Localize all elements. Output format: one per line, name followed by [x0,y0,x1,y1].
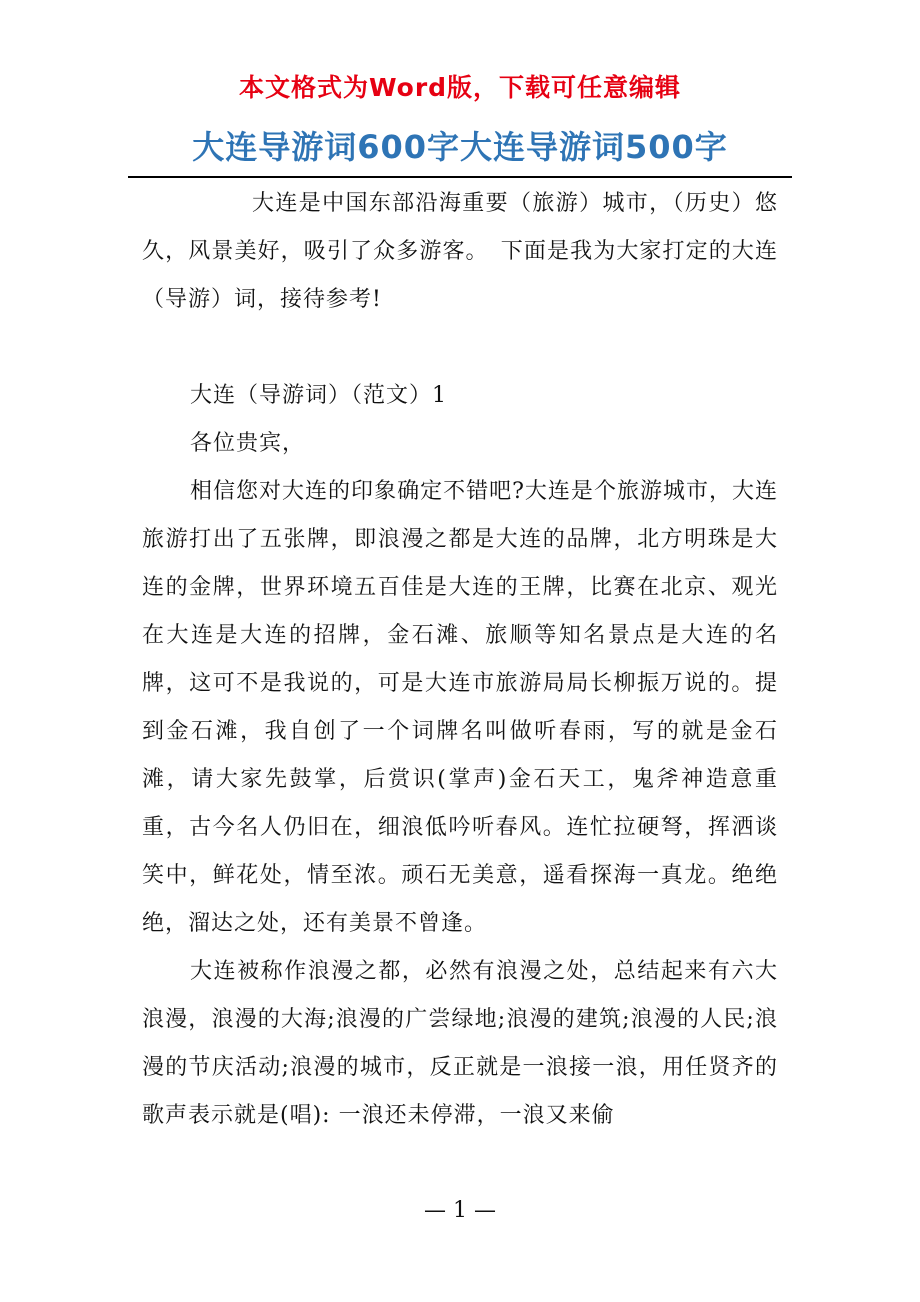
download-banner: 本文格式为Word版，下载可任意编辑 [238,73,682,102]
intro-paragraph: 大连是中国东部沿海重要（旅游）城市，（历史）悠久，风景美好，吸引了众多游客。 下面是我为大家打定的大连（导游）词，接待参考! [142,191,778,312]
document-body [142,180,778,1140]
paragraph-spacer [142,324,778,372]
document-title: 大连导游词600字大连导游词500字 [192,128,728,166]
body-paragraph: 相信您对大连的印象确定不错吧?大连是个旅游城市，大连旅游打出了五张牌，即浪漫之都是大连的品牌，北方明珠是大连的金牌，世界环境五百佳是大连的王牌，比赛在北京、观光在大连是大连的招牌，金石滩、旅顺等知名景点是大连的名牌，这可不是我说的，可是大连市旅游局局长柳振万说的。提到金石滩，我自创了一个词牌名叫做听春雨，写的就是金石滩，请大家先鼓掌，后赏识(掌声)金石天工，鬼斧神造意重重，古今名人仍旧在，细浪低吟听春风。连忙拉硬弩，挥洒谈笑中，鲜花处，情至浓。顽石无美意，遥看探海一真龙。绝绝绝，溜达之处，还有美景不曾逢。 [142,479,778,936]
page-number: — 1 — [424,1198,496,1223]
title-divider [128,176,792,178]
section-heading: 大连（导游词）（范文）1 [190,383,447,408]
body-paragraph: 大连被称作浪漫之都，必然有浪漫之处，总结起来有六大浪漫，浪漫的大海;浪漫的广尝绿地;浪漫的建筑;浪漫的人民;浪漫的节庆活动;浪漫的城市，反正就是一浪接一浪，用任贤齐的歌声表示就是(唱): 一浪还未停滞，一浪又来偷 [142,959,778,1128]
greeting: 各位贵宾， [190,431,306,456]
